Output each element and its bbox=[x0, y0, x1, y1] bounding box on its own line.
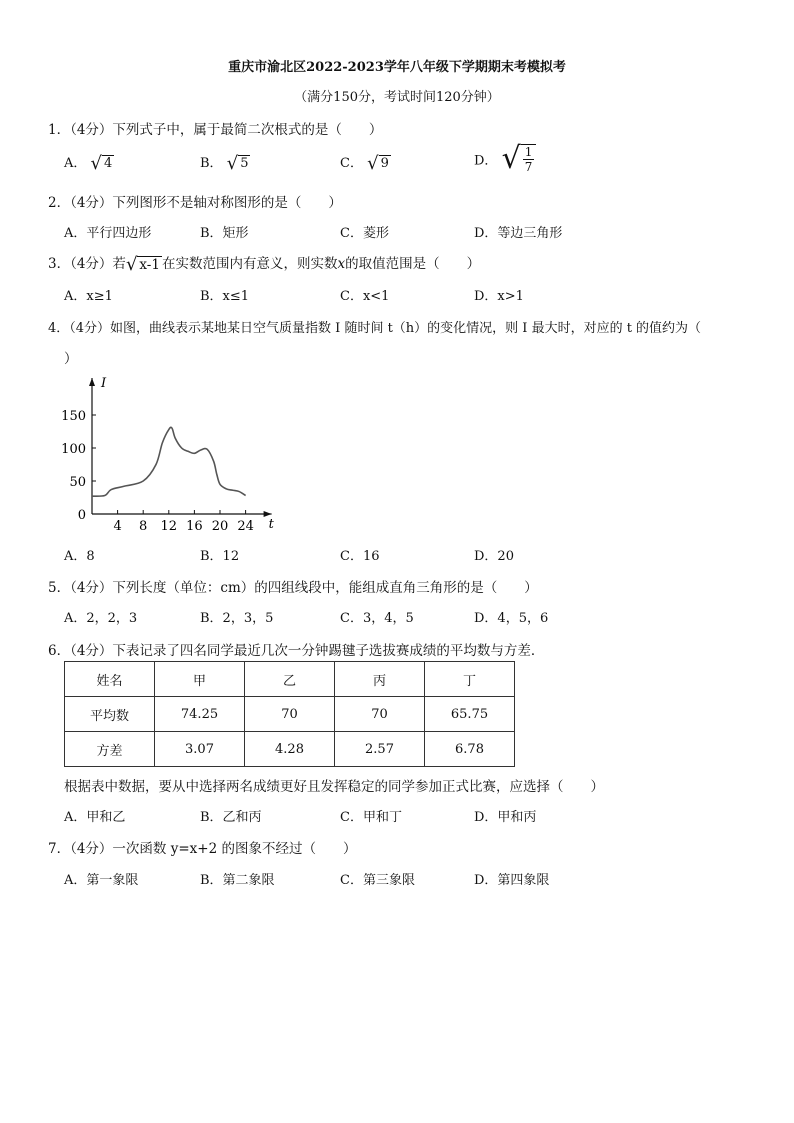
sqrt-symbol: √ x-1 bbox=[125, 253, 160, 275]
table-cell: 4.28 bbox=[245, 732, 335, 767]
question-3-stem bbox=[48, 252, 480, 274]
x-tick-label: 12 bbox=[160, 519, 178, 534]
q1-option-c-radicand: 9 bbox=[380, 156, 389, 171]
y-tick-label: 0 bbox=[77, 508, 86, 523]
y-tick-label: 150 bbox=[61, 409, 86, 424]
scores-table bbox=[64, 661, 515, 767]
q6-option-c: C．甲和丁 bbox=[340, 810, 402, 825]
table-header-cell: 姓名 bbox=[65, 662, 155, 697]
table-cell: 平均数 bbox=[65, 697, 155, 732]
q1-option-d bbox=[474, 141, 536, 176]
q3-option-b: B．x≤1 bbox=[200, 289, 250, 304]
q4-option-b: B．12 bbox=[200, 549, 240, 564]
table-header-cell: 丁 bbox=[425, 662, 515, 697]
table-cell: 2.57 bbox=[335, 732, 425, 767]
table-cell: 70 bbox=[245, 697, 335, 732]
page-title: 重庆市渝北区2022-2023学年八年级下学期期末考模拟考 bbox=[228, 60, 566, 75]
table-cell: 方差 bbox=[65, 732, 155, 767]
q1-option-d-label: D． bbox=[474, 153, 498, 169]
q7-option-b: B．第二象限 bbox=[200, 873, 275, 888]
q1-option-c bbox=[340, 152, 391, 173]
q1-option-a bbox=[64, 152, 114, 173]
q1-option-b-label: B． bbox=[200, 156, 223, 171]
table-cell: 3.07 bbox=[155, 732, 245, 767]
q3-variable: x bbox=[337, 256, 346, 272]
q4-option-c: C．16 bbox=[340, 549, 380, 564]
q1-option-a-label: A． bbox=[64, 156, 87, 171]
q2-option-a: A．平行四边形 bbox=[64, 226, 152, 241]
q1-option-b bbox=[200, 152, 250, 173]
q1-option-c-label: C． bbox=[340, 156, 363, 171]
q7-option-a: A．第一象限 bbox=[64, 873, 139, 888]
chart-axes bbox=[89, 376, 275, 532]
table-header-cell: 甲 bbox=[155, 662, 245, 697]
table-header-cell: 丙 bbox=[335, 662, 425, 697]
x-tick-label: 8 bbox=[139, 519, 148, 534]
page-subtitle: （满分150分，考试时间120分钟） bbox=[294, 90, 500, 105]
table-header-cell: 乙 bbox=[245, 662, 335, 697]
q2-option-d: D．等边三角形 bbox=[474, 226, 563, 241]
q3-radicand: x-1 bbox=[139, 256, 160, 273]
q5-option-c: C．3，4，5 bbox=[340, 611, 414, 626]
question-6-stem: 6．（4分）下表记录了四名同学最近几次一分钟踢毽子选拔赛成绩的平均数与方差． bbox=[48, 643, 545, 659]
q4-option-d: D．20 bbox=[474, 549, 514, 564]
q1-option-b-radicand: 5 bbox=[240, 156, 249, 171]
table-cell: 70 bbox=[335, 697, 425, 732]
question-4-stem: 4．（4分）如图，曲线表示某地某日空气质量指数 I 随时间 t（h）的变化情况，则 I 最大时，对应的 t 的值约为（ bbox=[48, 321, 702, 336]
x-tick-label: 4 bbox=[113, 519, 122, 534]
q3-option-a: A．x≥1 bbox=[64, 289, 113, 304]
sqrt-symbol: √ 4 bbox=[90, 152, 113, 174]
table-cell: 65.75 bbox=[425, 697, 515, 732]
q5-option-a: A．2，2，3 bbox=[64, 611, 138, 626]
sqrt-symbol: √ 9 bbox=[367, 152, 389, 174]
q2-option-b: B．矩形 bbox=[200, 226, 249, 241]
chart-series bbox=[92, 427, 246, 496]
y-tick-label: 100 bbox=[61, 442, 86, 457]
table-cell: 6.78 bbox=[425, 732, 515, 767]
table-row bbox=[65, 662, 515, 697]
x-tick-label: 24 bbox=[237, 519, 254, 534]
y-tick-label: 50 bbox=[69, 475, 86, 490]
q7-option-d: D．第四象限 bbox=[474, 873, 550, 888]
q3-option-d: D．x>1 bbox=[474, 289, 524, 304]
question-6-followup: 根据表中数据，要从中选择两名成绩更好且发挥稳定的同学参加正式比赛，应选择（ ） bbox=[64, 779, 604, 795]
sqrt-symbol: √ $\frac{1}{7}$ bbox=[502, 144, 537, 174]
q7-option-c: C．第三象限 bbox=[340, 873, 415, 888]
question-7-stem: 7．（4分）一次函数 y=x+2 的图象不经过（ ） bbox=[48, 841, 357, 857]
x-axis-label: t bbox=[268, 517, 274, 532]
y-axis-label: I bbox=[101, 376, 107, 391]
air-quality-chart bbox=[60, 368, 300, 538]
x-tick-label: 16 bbox=[186, 519, 203, 534]
q4-option-a: A．8 bbox=[64, 549, 95, 564]
y-axis-arrow bbox=[89, 378, 95, 386]
question-4-stem-line2: ） bbox=[64, 351, 78, 367]
table-row bbox=[65, 732, 515, 767]
table-cell: 74.25 bbox=[155, 697, 245, 732]
chart-ticks bbox=[61, 409, 254, 534]
x-tick-label: 20 bbox=[211, 519, 229, 534]
q3-stem-middle: 在实数范围内有意义，则实数 bbox=[161, 256, 338, 272]
question-2-stem: 2．（4分）下列图形不是轴对称图形的是（ ） bbox=[48, 195, 342, 211]
q1-option-d-denominator: 7 bbox=[524, 160, 533, 174]
q3-option-c: C．x<1 bbox=[340, 289, 390, 304]
table-row bbox=[65, 697, 515, 732]
q1-option-a-radicand: 4 bbox=[104, 156, 113, 171]
q5-option-d: D．4，5，6 bbox=[474, 611, 549, 626]
q3-stem-prefix: 3．（4分）若 bbox=[48, 256, 126, 272]
question-1-stem: 1．（4分）下列式子中，属于最简二次根式的是（ ） bbox=[48, 122, 383, 138]
question-5-stem: 5．（4分）下列长度（单位：cm）的四组线段中，能组成直角三角形的是（ ） bbox=[48, 580, 538, 596]
q3-stem-suffix: 的取值范围是（ ） bbox=[345, 256, 481, 272]
q6-option-d: D．甲和丙 bbox=[474, 810, 537, 825]
sqrt-symbol: √ 5 bbox=[226, 152, 249, 174]
q1-option-d-numerator: 1 bbox=[524, 145, 533, 159]
q6-option-a: A．甲和乙 bbox=[64, 810, 126, 825]
air-quality-curve bbox=[92, 427, 246, 496]
q2-option-c: C．菱形 bbox=[340, 226, 389, 241]
q5-option-b: B．2，3，5 bbox=[200, 611, 274, 626]
q6-option-b: B．乙和丙 bbox=[200, 810, 262, 825]
